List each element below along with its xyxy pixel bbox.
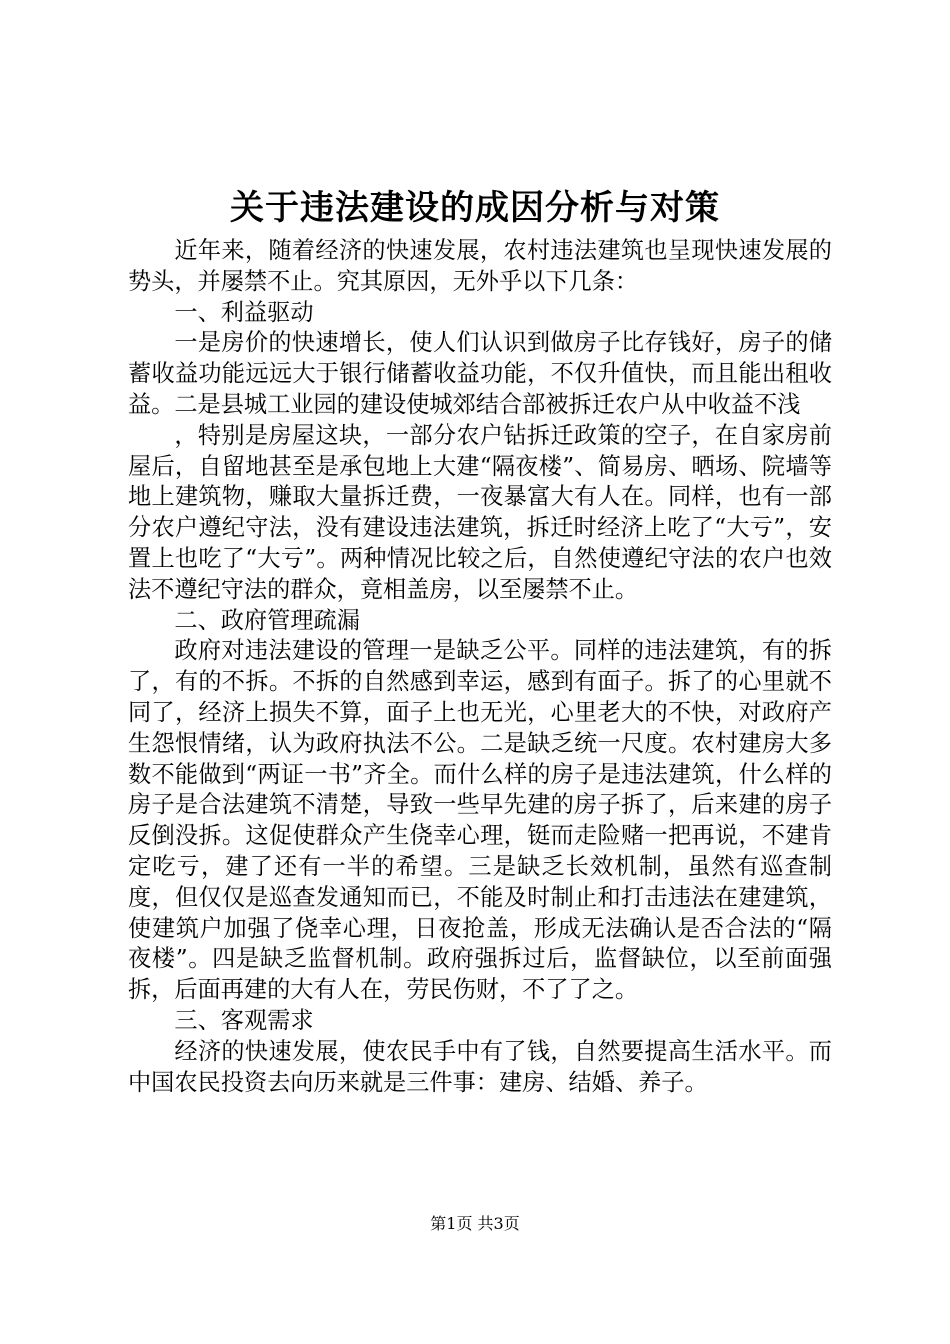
- page-footer: 第1页 共3页: [430, 1214, 520, 1233]
- paragraph-intro: 近年来，随着经济的快速发展，农村违法建筑也呈现快速发展的势头，并屡禁不止。究其原因，无外乎以下几条：: [128, 237, 832, 295]
- section-heading-2: 二、政府管理疏漏: [174, 606, 360, 634]
- paragraph-section1-a: 一是房价的快速增长，使人们认识到做房子比存钱好，房子的储蓄收益功能远远大于银行储蓄收益功能，不仅升值快，而且能出租收益。二是县城工业园的建设使城郊结合部被拆迁农户从中收益不浅: [128, 329, 832, 418]
- paragraph-section1-b: ，特别是房屋这块，一部分农户钻拆迁政策的空子，在自家房前屋后，自留地甚至是承包地上大建“隔夜楼”、简易房、晒场、院墙等地上建筑物，赚取大量拆迁费，一夜暴富大有人在。同样，也有一部分农户遵纪守法，没有建设违法建筑，拆迁时经济上吃了“大亏”，安置上也吃了“大亏”。两种情况比较之后，自然使遵纪守法的农户也效法不遵纪守法的群众，竟相盖房，以至屡禁不止。: [128, 421, 832, 603]
- document-body: [128, 236, 832, 1098]
- section-heading-1: 一、利益驱动: [174, 298, 314, 326]
- paragraph-section2: 政府对违法建设的管理一是缺乏公平。同样的违法建筑，有的拆了，有的不拆。不拆的自然感到幸运，感到有面子。拆了的心里就不同了，经济上损失不算，面子上也无光，心里老大的不快，对政府产生怨恨情绪，认为政府执法不公。二是缺乏统一尺度。农村建房大多数不能做到“两证一书”齐全。而什么样的房子是违法建筑，什么样的房子是合法建筑不清楚，导致一些早先建的房子拆了，后来建的房子反倒没拆。这促使群众产生侥幸心理，铤而走险赌一把再说，不建肯定吃亏，建了还有一半的希望。三是缺乏长效机制，虽然有巡查制度，但仅仅是巡查发通知而已，不能及时制止和打击违法在建建筑，使建筑户加强了侥幸心理，日夜抢盖，形成无法确认是否合法的“隔夜楼”。四是缺乏监督机制。政府强拆过后，监督缺位，以至前面强拆，后面再建的大有人在，劳民伤财，不了了之。: [128, 637, 832, 1004]
- document-title: 关于违法建设的成因分析与对策: [230, 188, 720, 228]
- paragraph-section3: 经济的快速发展，使农民手中有了钱，自然要提高生活水平。而中国农民投资去向历来就是三件事：建房、结婚、养子。: [128, 1037, 832, 1096]
- section-heading-3: 三、客观需求: [174, 1006, 314, 1034]
